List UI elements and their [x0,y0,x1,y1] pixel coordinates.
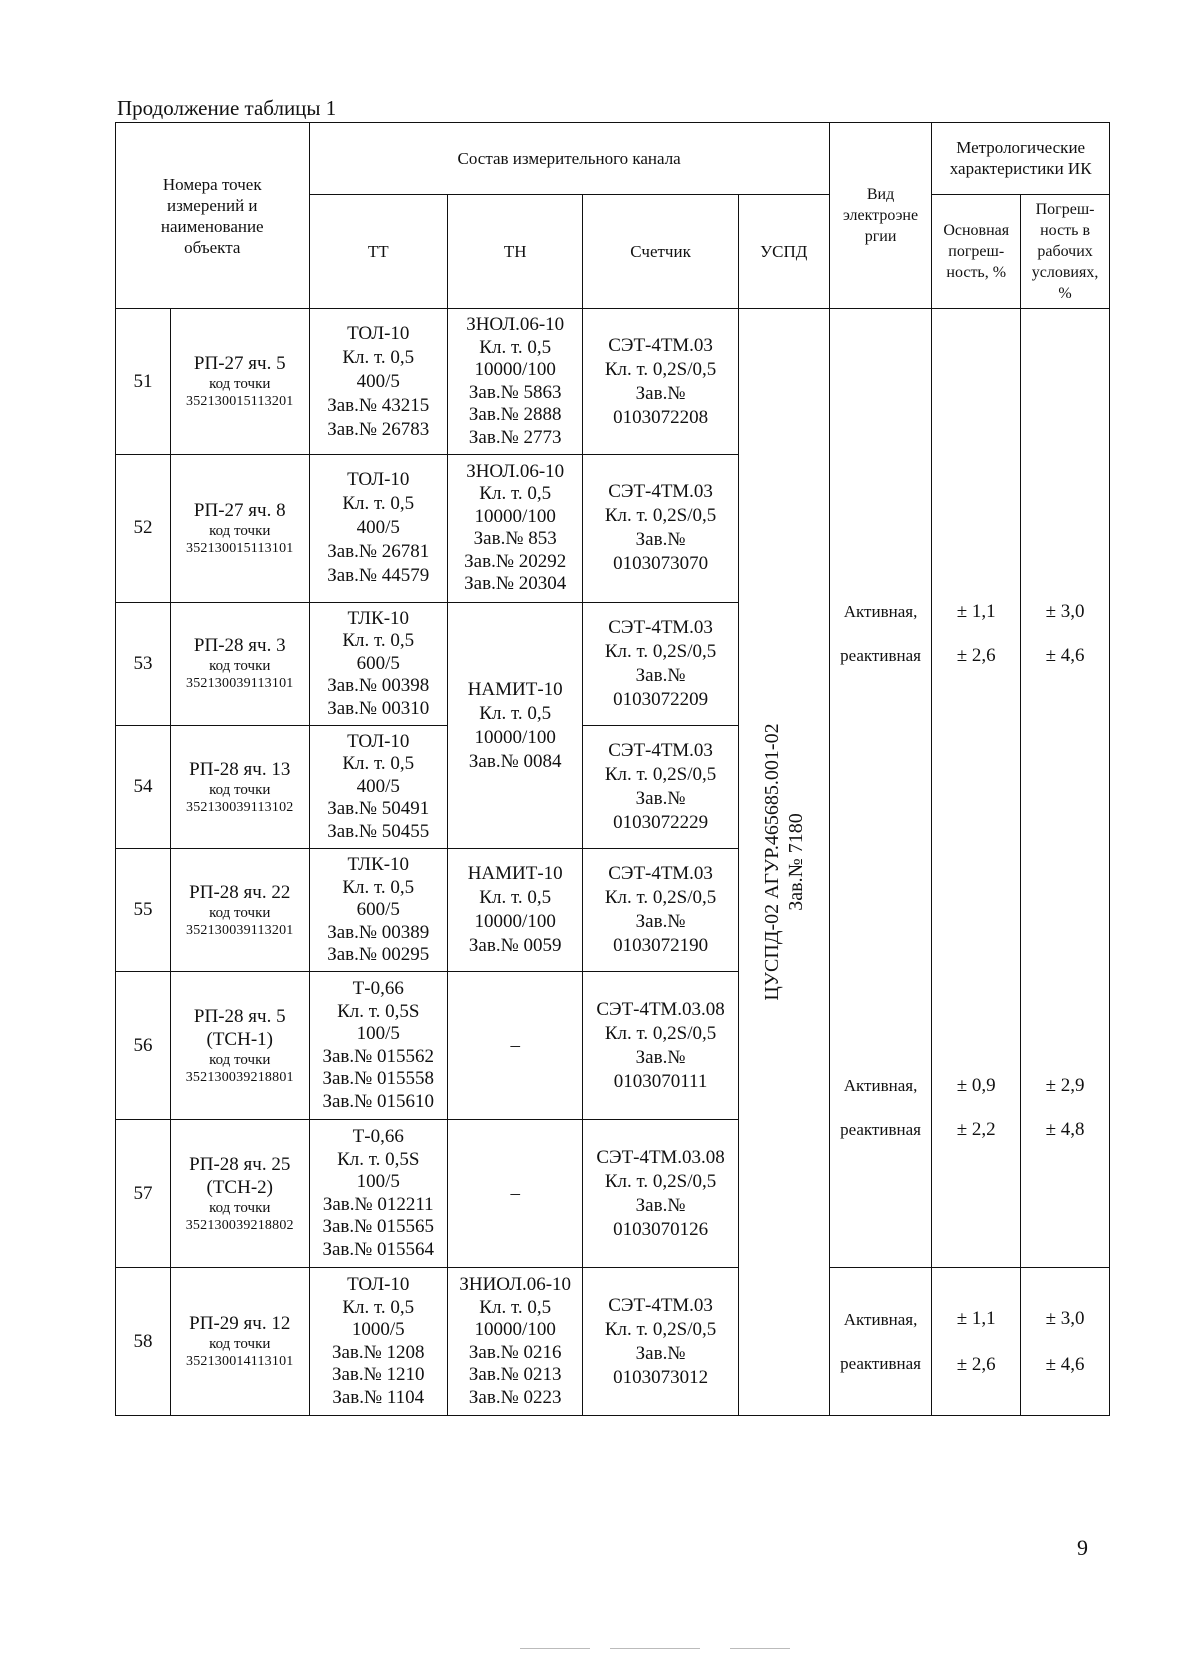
object-name: РП-28 яч. 13 [189,758,291,780]
tt-serial: Зав.№ 00310 [327,697,430,719]
basic-error-reactive: ± 2,6 [956,1353,996,1375]
meter-cell [583,726,738,849]
point-number: 54 [116,726,171,849]
meter-serial-label: Зав.№ [635,1194,686,1216]
working-error-empty [1021,726,1110,972]
tt-ratio: 600/5 [356,899,400,921]
point-number: 56 [116,972,171,1120]
table-row [116,726,1110,849]
tn-serial: Зав.№ 0059 [468,935,562,957]
working-error-reactive: ± 4,6 [1045,1353,1085,1375]
tt-ratio: 600/5 [356,652,400,674]
tt-class: Кл. т. 0,5 [342,753,415,775]
code-label: код точки [209,904,271,921]
meter-cell [583,1268,738,1416]
basic-error-cell [932,1268,1021,1416]
header-energy-type: Вид электроэне ргии [829,123,932,309]
energy-active: Активная, [843,602,918,622]
code-label: код точки [209,781,271,798]
meter-cell [583,602,738,725]
meter-type: СЭТ-4ТМ.03 [608,616,713,638]
working-error-active: ± 3,0 [1045,601,1085,623]
working-error-active: ± 2,9 [1045,1074,1085,1096]
point-number: 58 [116,1268,171,1416]
point-code: 352130039113101 [186,676,294,692]
tt-serial: Зав.№ 44579 [327,565,430,587]
meter-class: Кл. т. 0,2S/0,5 [604,358,717,380]
object-cell [170,726,309,849]
tn-serial: Зав.№ 2888 [468,404,562,426]
tt-type: ТОЛ-10 [347,730,410,752]
uspd-rotated-text [760,724,808,1001]
object-name: РП-28 яч. 3 [193,635,286,657]
object-cell [170,849,309,972]
header-metrology: Метрологические характеристики ИК [932,123,1110,195]
energy-reactive: реактивная [840,646,921,666]
meter-cell [583,972,738,1120]
header-composition: Состав измерительного канала [309,123,829,195]
tt-serial: Зав.№ 00295 [327,944,430,966]
point-code: 352130014113101 [186,1354,294,1370]
energy-type-empty [829,726,932,972]
tn-dash: – [448,972,583,1120]
measurement-table [115,122,1110,1416]
tn-cell-shared [448,602,583,848]
tn-cell [448,1268,583,1416]
table-row [116,1268,1110,1416]
tt-class: Кл. т. 0,5 [342,876,415,898]
meter-cell [583,309,738,455]
meter-serial-label: Зав.№ [635,788,686,810]
tt-serial: Зав.№ 50455 [327,820,430,842]
tt-cell [309,602,448,725]
table-row [116,972,1110,1120]
point-number: 57 [116,1120,171,1268]
tt-type: ТОЛ-10 [347,469,410,491]
tt-cell [309,309,448,455]
header-tn: ТН [448,194,583,309]
page-number: 9 [1077,1535,1088,1560]
tt-serial: Зав.№ 00389 [327,921,430,943]
tn-serial: Зав.№ 0084 [468,750,562,772]
basic-error-empty [932,726,1021,972]
energy-active: Активная, [843,1309,918,1329]
tt-cell [309,726,448,849]
basic-error-cell [932,972,1021,1140]
working-error-cell [1021,1268,1110,1416]
header-basic-error: Основная погреш- ность, % [932,194,1021,309]
tt-ratio: 1000/5 [351,1319,405,1341]
tn-type: ЗНОЛ.06-10 [466,460,565,482]
tn-ratio: 10000/100 [474,911,556,933]
tt-serial: Зав.№ 50491 [327,798,430,820]
meter-serial: 0103073070 [613,553,709,575]
tt-cell [309,972,448,1120]
object-name-suffix: (ТСН-1) [206,1028,273,1050]
meter-serial-label: Зав.№ [635,529,686,551]
tn-serial: Зав.№ 20292 [464,550,567,572]
object-cell [170,602,309,725]
meter-type: СЭТ-4ТМ.03 [608,481,713,503]
scan-artifact [730,1648,790,1649]
meter-serial: 0103073012 [613,1366,709,1388]
point-number: 53 [116,602,171,725]
tn-type: НАМИТ-10 [467,863,563,885]
meter-type: СЭТ-4ТМ.03 [608,863,713,885]
uspd-model: ЦУСПД-02 АГУР.465685.001-02 [760,723,783,1001]
tt-ratio: 400/5 [356,370,400,392]
tn-class: Кл. т. 0,5 [479,702,552,724]
meter-serial: 0103070126 [613,1218,709,1240]
object-name: РП-29 яч. 12 [189,1313,291,1335]
basic-error-active: ± 0,9 [956,1074,996,1096]
object-cell [170,309,309,455]
meter-serial: 0103070111 [613,1070,708,1092]
code-label: код точки [209,658,271,675]
code-label: код точки [209,1336,271,1353]
tt-serial: Зав.№ 26783 [327,418,430,440]
tt-class: Кл. т. 0,5S [337,1000,420,1022]
tn-dash: – [448,1120,583,1268]
tn-class: Кл. т. 0,5 [479,887,552,909]
meter-serial-label: Зав.№ [635,911,686,933]
header-meter: Счетчик [583,194,738,309]
tt-cell [309,1120,448,1268]
code-label: код точки [209,522,271,539]
working-error-reactive: ± 4,6 [1045,645,1085,667]
tn-serial: Зав.№ 20304 [464,573,567,595]
point-number: 52 [116,455,171,603]
tn-class: Кл. т. 0,5 [479,1296,552,1318]
tt-serial: Зав.№ 43215 [327,394,430,416]
scan-artifact [610,1648,700,1649]
tt-serial: Зав.№ 015610 [322,1090,435,1112]
point-code: 352130039218801 [185,1069,294,1085]
tt-type: Т-0,66 [352,1126,404,1148]
tt-ratio: 400/5 [356,517,400,539]
tn-cell [448,455,583,603]
point-code: 352130015113201 [186,394,294,410]
energy-reactive: реактивная [840,1353,921,1373]
point-number: 51 [116,309,171,455]
tt-cell [309,849,448,972]
tt-serial: Зав.№ 012211 [322,1193,434,1215]
tt-serial: Зав.№ 00398 [327,675,430,697]
tt-type: Т-0,66 [352,978,404,1000]
basic-error-reactive: ± 2,2 [956,1118,996,1140]
meter-type: СЭТ-4ТМ.03.08 [596,998,725,1020]
meter-class: Кл. т. 0,2S/0,5 [604,1318,717,1340]
tn-cell [448,849,583,972]
tn-ratio: 10000/100 [474,505,556,527]
tn-type: НАМИТ-10 [467,678,563,700]
object-name: РП-27 яч. 5 [193,353,286,375]
meter-type: СЭТ-4ТМ.03 [608,740,713,762]
tn-serial: Зав.№ 5863 [468,381,562,403]
energy-reactive: реактивная [840,1119,921,1139]
working-error-active: ± 3,0 [1045,1307,1085,1329]
basic-error-empty [932,309,1021,603]
tt-serial: Зав.№ 1104 [332,1386,425,1408]
basic-error-cell [932,602,1021,725]
tn-ratio: 10000/100 [474,1319,556,1341]
tt-serial: Зав.№ 1210 [331,1364,425,1386]
tn-ratio: 10000/100 [474,726,556,748]
tt-class: Кл. т. 0,5 [342,630,415,652]
meter-serial-label: Зав.№ [635,382,686,404]
tn-ratio: 10000/100 [474,359,556,381]
working-error-cell [1021,602,1110,725]
point-code: 352130039218802 [185,1217,294,1233]
point-code: 352130039113102 [186,799,294,815]
tt-class: Кл. т. 0,5 [342,1296,415,1318]
tn-serial: Зав.№ 2773 [468,426,562,448]
meter-serial-label: Зав.№ [635,664,686,686]
tt-cell [309,1268,448,1416]
tn-type: ЗНИОЛ.06-10 [459,1274,572,1296]
code-label: код точки [209,376,271,393]
energy-type-empty [829,309,932,603]
meter-class: Кл. т. 0,2S/0,5 [604,1022,717,1044]
tt-serial: Зав.№ 1208 [331,1341,425,1363]
meter-serial-label: Зав.№ [635,1046,686,1068]
energy-type-cell [829,972,932,1139]
tt-serial: Зав.№ 015558 [322,1068,435,1090]
energy-active: Активная, [843,1075,918,1095]
code-label: код точки [209,1051,271,1068]
object-name-suffix: (ТСН-2) [206,1176,273,1198]
meter-class: Кл. т. 0,2S/0,5 [604,1170,717,1192]
header-working-error: Погреш- ность в рабочих условиях, % [1021,194,1110,309]
energy-type-cell [829,602,932,725]
tn-type: ЗНОЛ.06-10 [466,314,565,336]
point-code: 352130039113201 [186,922,294,938]
tt-type: ТЛК-10 [347,854,410,876]
object-cell [170,1268,309,1416]
tt-ratio: 100/5 [356,1023,400,1045]
tt-serial: Зав.№ 015564 [322,1238,435,1260]
basic-error-active: ± 1,1 [956,601,996,623]
tt-type: ТЛК-10 [347,607,410,629]
meter-type: СЭТ-4ТМ.03 [608,334,713,356]
working-error-cell [1021,972,1110,1140]
object-name: РП-27 яч. 8 [193,499,286,521]
tn-class: Кл. т. 0,5 [479,336,552,358]
meter-cell [583,849,738,972]
object-name: РП-28 яч. 25 [189,1153,291,1175]
tt-serial: Зав.№ 015562 [322,1045,435,1067]
uspd-serial: Зав.№ 7180 [784,813,807,911]
object-cell [170,455,309,603]
tt-class: Кл. т. 0,5 [342,493,415,515]
tn-class: Кл. т. 0,5 [479,483,552,505]
meter-type: СЭТ-4ТМ.03.08 [596,1146,725,1168]
object-cell [170,972,309,1120]
meter-serial: 0103072190 [613,935,709,957]
table-caption: Продолжение таблицы 1 [117,96,337,120]
working-error-reactive: ± 4,8 [1045,1118,1085,1140]
tt-class: Кл. т. 0,5 [342,346,415,368]
header-uspd: УСПД [738,194,829,309]
scan-artifact [520,1648,590,1649]
tt-type: ТОЛ-10 [347,1274,410,1296]
meter-type: СЭТ-4ТМ.03 [608,1294,713,1316]
tt-cell [309,455,448,603]
meter-serial: 0103072209 [613,688,709,710]
meter-serial-label: Зав.№ [635,1342,686,1364]
tn-serial: Зав.№ 853 [473,528,557,550]
meter-class: Кл. т. 0,2S/0,5 [604,505,717,527]
meter-cell [583,455,738,603]
meter-class: Кл. т. 0,2S/0,5 [604,887,717,909]
tt-serial: Зав.№ 015565 [322,1216,435,1238]
meter-serial: 0103072229 [613,812,709,834]
code-label: код точки [209,1199,271,1216]
uspd-cell [738,309,829,1416]
tt-ratio: 400/5 [356,775,400,797]
object-name: РП-28 яч. 22 [189,881,291,903]
tt-class: Кл. т. 0,5S [337,1148,420,1170]
tn-serial: Зав.№ 0216 [468,1341,562,1363]
working-error-empty [1021,309,1110,603]
meter-cell [583,1120,738,1268]
tt-type: ТОЛ-10 [347,322,410,344]
table-row [116,602,1110,725]
header-tt: ТТ [309,194,448,309]
object-cell [170,1120,309,1268]
tn-cell [448,309,583,455]
table-row [116,309,1110,455]
tn-serial: Зав.№ 0213 [468,1364,562,1386]
point-code: 352130015113101 [186,540,294,556]
meter-serial: 0103072208 [613,406,709,428]
energy-type-cell [829,1268,932,1416]
tt-ratio: 100/5 [356,1171,400,1193]
basic-error-reactive: ± 2,6 [956,645,996,667]
object-name: РП-28 яч. 5 [193,1005,286,1027]
tn-serial: Зав.№ 0223 [468,1386,562,1408]
point-number: 55 [116,849,171,972]
meter-class: Кл. т. 0,2S/0,5 [604,764,717,786]
meter-class: Кл. т. 0,2S/0,5 [604,640,717,662]
tt-serial: Зав.№ 26781 [327,541,430,563]
basic-error-active: ± 1,1 [956,1307,996,1329]
header-points: Номера точек измерений и наименование объекта [116,123,310,309]
